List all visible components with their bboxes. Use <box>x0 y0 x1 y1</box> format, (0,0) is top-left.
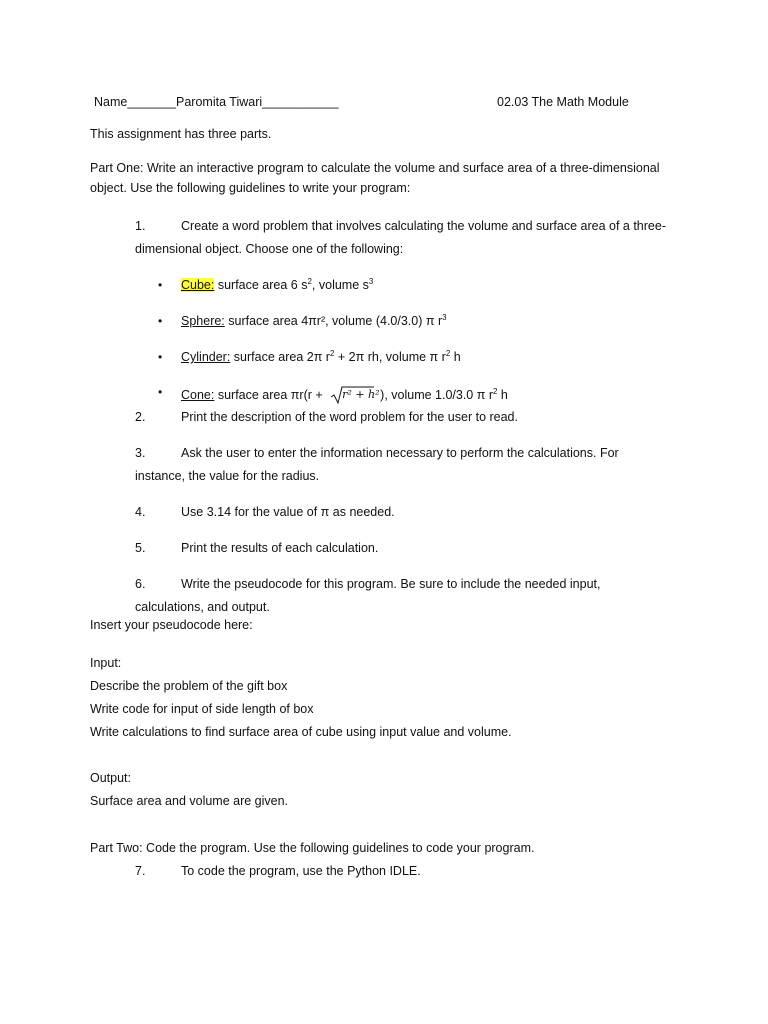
bullet-icon: • <box>158 314 163 328</box>
shape-cylinder: Cylinder: surface area 2π $r^2 + 2\pi$ rh, volume π $r^2$ h <box>181 349 461 364</box>
bullet-icon: • <box>158 350 163 364</box>
step-3-number: 3. <box>135 446 146 460</box>
module-title: 02.03 The Math Module <box>497 95 629 109</box>
step-6-line-2: calculations, and output. <box>135 600 270 614</box>
intro-text: This assignment has three parts. <box>90 127 272 141</box>
step-3-line-2: instance, the value for the radius. <box>135 469 320 483</box>
shape-sphere: Sphere: surface area 4πr², volume (4.0/3.0) π $r^3$ <box>181 313 447 328</box>
cylinder-label: Cylinder: <box>181 350 231 364</box>
bullet-icon: • <box>158 385 163 399</box>
bullet-icon: • <box>158 278 163 292</box>
step-5-number: 5. <box>135 541 146 555</box>
step-3-line-1: Ask the user to enter the information necessary to perform the calculations. For <box>181 446 619 460</box>
input-line: Describe the problem of the gift box <box>90 679 288 693</box>
step-5-text: Print the results of each calculation. <box>181 541 379 555</box>
step-4-text: Use 3.14 for the value of π as needed. <box>181 505 395 519</box>
input-label: Input: <box>90 656 122 670</box>
shape-cone: Cone: surface area πr(r + r² + h² ), volume 1.0/3.0 π $r^2$ h <box>181 385 508 405</box>
cube-label: Cube: <box>181 278 215 292</box>
cone-label: Cone: <box>181 388 215 402</box>
step-6-number: 6. <box>135 577 146 591</box>
pseudocode-heading: Insert your pseudocode here: <box>90 618 253 632</box>
sphere-label: Sphere: <box>181 314 225 328</box>
step-7-number: 7. <box>135 864 146 878</box>
name-line: Name_______Paromita Tiwari___________ <box>94 95 339 109</box>
output-line: Surface area and volume are given. <box>90 794 289 808</box>
input-line: Write code for input of side length of box <box>90 702 314 716</box>
step-2-number: 2. <box>135 410 146 424</box>
part-two-label: Part Two: <box>90 841 143 855</box>
part-one-text-1: Write an interactive program to calculate the volume and surface area of a three-dimensional <box>143 161 660 175</box>
part-two-line <box>90 841 534 855</box>
step-1-line-2: dimensional object. Choose one of the following: <box>135 242 404 256</box>
step-6-line-1: Write the pseudocode for this program. Be sure to include the needed input, <box>181 577 601 591</box>
step-1-number: 1. <box>135 219 146 233</box>
step-2-text: Print the description of the word problem for the user to read. <box>181 410 518 424</box>
radicand: r² + h² <box>342 388 380 401</box>
step-4-number: 4. <box>135 505 146 519</box>
part-one-line-1 <box>90 161 660 175</box>
output-label: Output: <box>90 771 131 785</box>
input-line: Write calculations to find surface area of cube using input value and volume. <box>90 725 512 739</box>
step-7-text: To code the program, use the Python IDLE. <box>181 864 421 878</box>
part-one-label: Part One: <box>90 161 144 175</box>
step-1-line-1: Create a word problem that involves calculating the volume and surface area of a three- <box>181 219 666 233</box>
shape-cube: Cube: surface area 6 $s^2$, volume $s^3$ <box>181 277 374 292</box>
part-two-text: Code the program. Use the following guidelines to code your program. <box>142 841 535 855</box>
part-one-text-2: object. Use the following guidelines to write your program: <box>90 181 411 195</box>
square-root-icon <box>330 385 380 405</box>
